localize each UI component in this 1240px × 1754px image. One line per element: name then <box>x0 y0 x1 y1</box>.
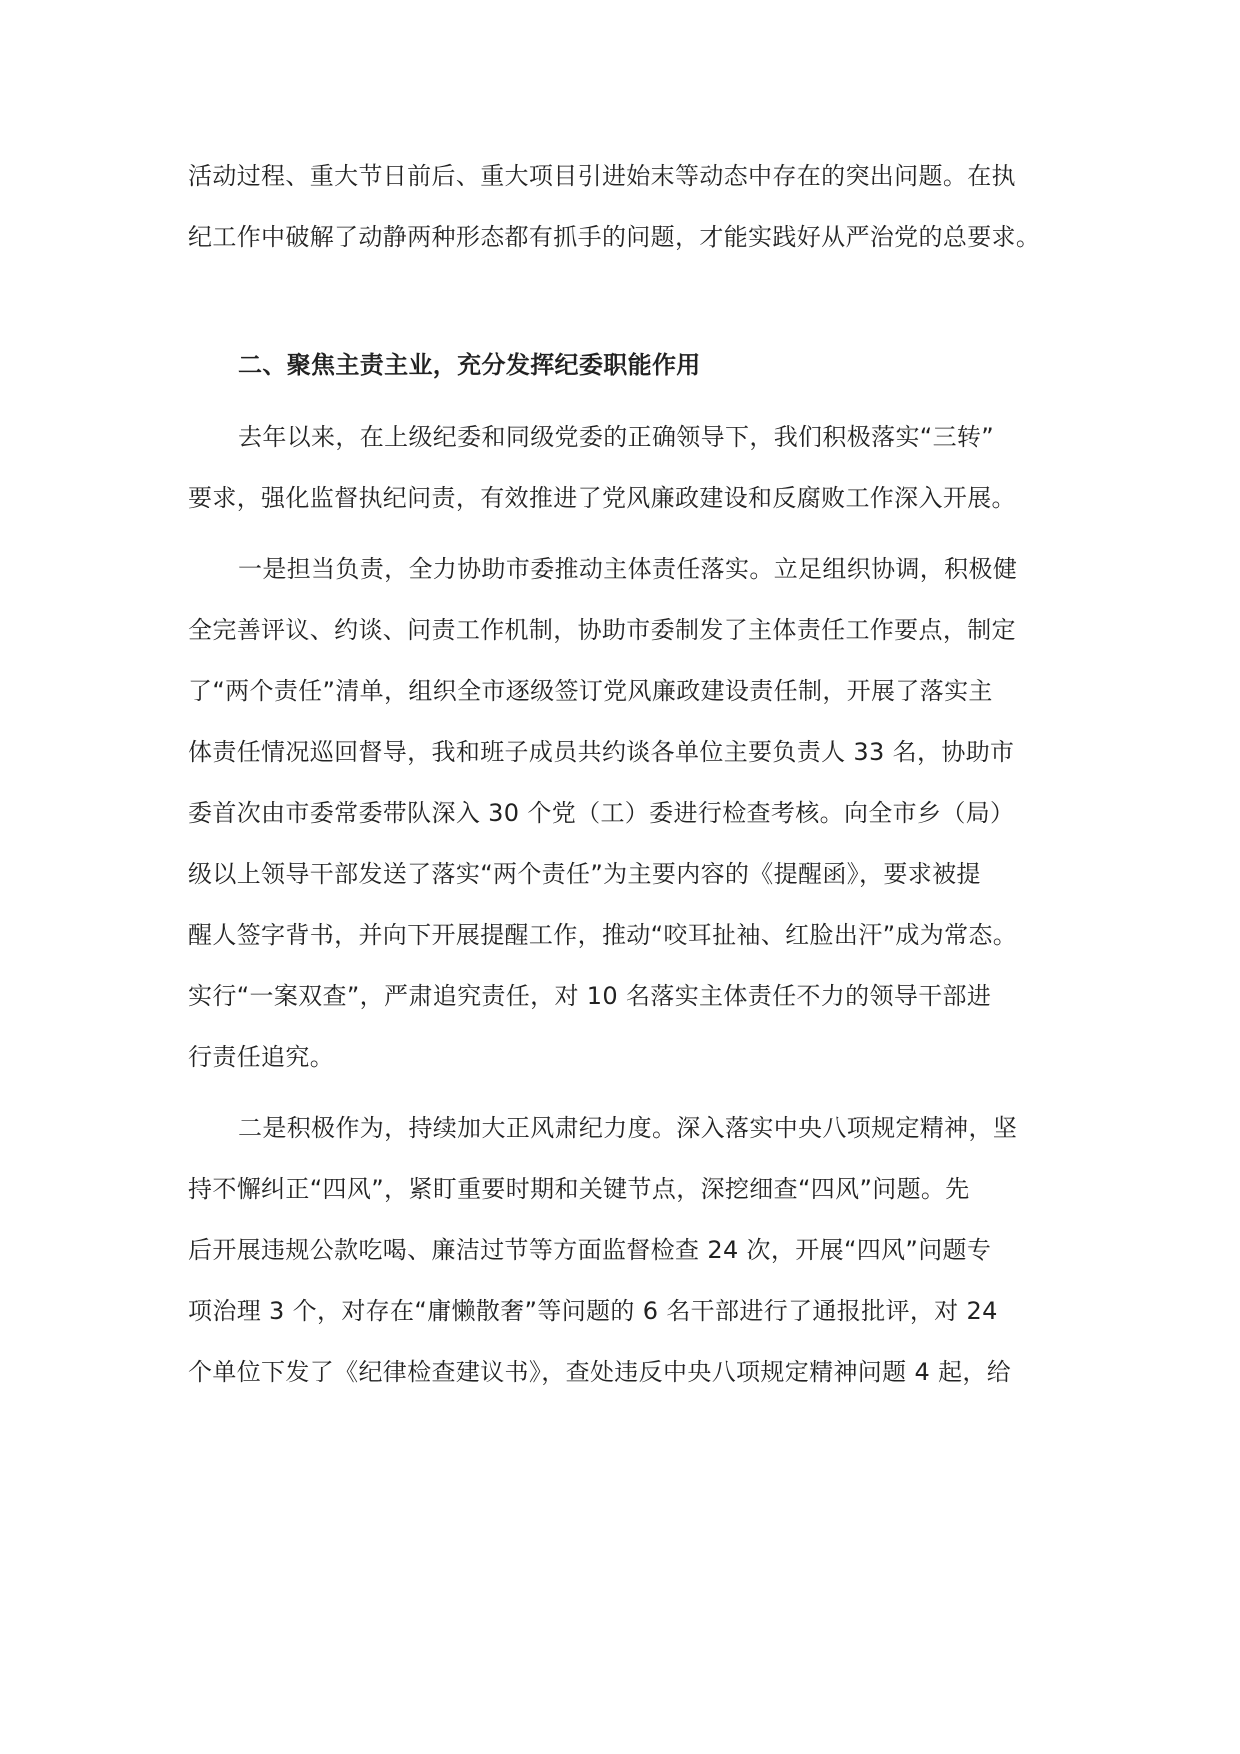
paragraph-line: 二是积极作为，持续加大正风肃纪力度。深入落实中央八项规定精神，坚 <box>238 1114 1018 1142</box>
paragraph-line: 项治理 3 个，对存在“庸懒散奢”等问题的 6 名干部进行了通报批评，对 24 <box>188 1297 998 1325</box>
paragraph-line: 了“两个责任”清单，组织全市逐级签订党风廉政建设责任制，开展了落实主 <box>188 677 993 705</box>
paragraph-line: 后开展违规公款吃喝、廉洁过节等方面监督检查 24 次，开展“四风”问题专 <box>188 1236 992 1264</box>
paragraph-line: 纪工作中破解了动静两种形态都有抓手的问题，才能实践好从严治党的总要求。 <box>188 223 1041 251</box>
paragraph-line: 实行“一案双查”，严肃追究责任，对 10 名落实主体责任不力的领导干部进 <box>188 982 992 1010</box>
paragraph-line: 要求，强化监督执纪问责，有效推进了党风廉政建设和反腐败工作深入开展。 <box>188 484 1016 512</box>
section-heading: 二、聚焦主责主业，充分发挥纪委职能作用 <box>238 351 701 379</box>
paragraph-line: 醒人签字背书，并向下开展提醒工作，推动“咬耳扯袖、红脸出汗”成为常态。 <box>188 921 1018 949</box>
paragraph-line: 级以上领导干部发送了落实“两个责任”为主要内容的《提醒函》，要求被提 <box>188 860 981 888</box>
paragraph-line: 持不懈纠正“四风”，紧盯重要时期和关键节点，深挖细查“四风”问题。先 <box>188 1175 970 1203</box>
paragraph-line: 个单位下发了《纪律检查建议书》，查处违反中央八项规定精神问题 4 起，给 <box>188 1358 1012 1386</box>
paragraph-line: 全完善评议、约谈、问责工作机制，协助市委制发了主体责任工作要点，制定 <box>188 616 1016 644</box>
paragraph-line: 行责任追究。 <box>188 1043 335 1071</box>
paragraph-line: 一是担当负责，全力协助市委推动主体责任落实。立足组织协调，积极健 <box>238 555 1018 583</box>
paragraph-line: 去年以来，在上级纪委和同级党委的正确领导下，我们积极落实“三转” <box>238 423 995 451</box>
paragraph-line: 委首次由市委常委带队深入 30 个党（工）委进行检查考核。向全市乡（局） <box>188 799 1015 827</box>
paragraph-line: 活动过程、重大节日前后、重大项目引进始末等动态中存在的突出问题。在执 <box>188 162 1016 190</box>
paragraph-line: 体责任情况巡回督导，我和班子成员共约谈各单位主要负责人 33 名，协助市 <box>188 738 1015 766</box>
